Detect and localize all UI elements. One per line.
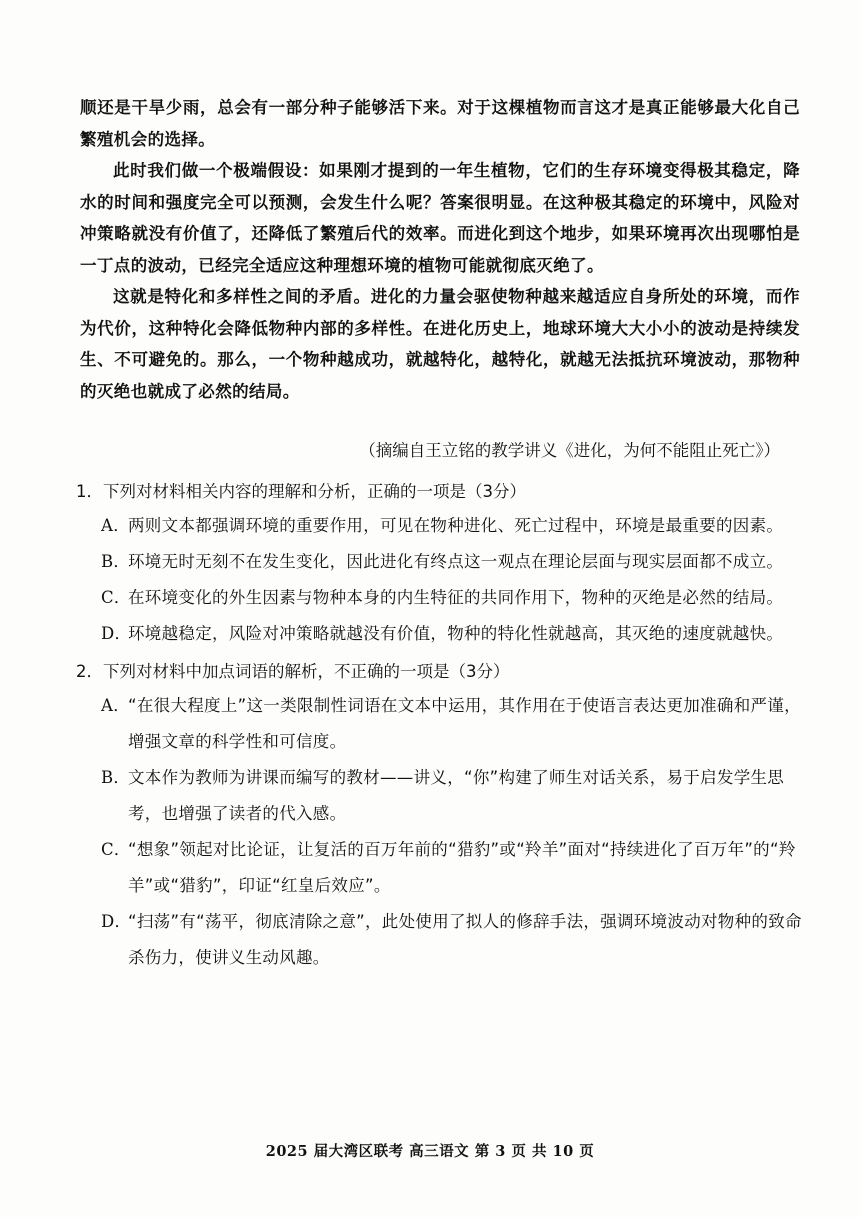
questions-section [76,476,806,976]
option-label: A． [101,696,131,715]
option-b [76,544,806,580]
option-text: 两则文本都强调环境的重要作用，可见在物种进化、死亡过程中，环境是最重要的因素。 [128,516,784,535]
option-label: D． [101,912,132,931]
option-text: 环境无时无刻不在发生变化，因此进化有终点这一观点在理论层面与现实层面都不成立。 [128,552,784,571]
option-label: D． [101,624,132,643]
passage-source: （摘编自王立铭的教学讲义《进化，为何不能阻止死亡》） [359,441,780,460]
question-stem: 1．下列对材料相关内容的理解和分析，正确的一项是（3分） [76,482,526,501]
option-label: A． [101,516,131,535]
option-a [76,688,806,760]
option-c [76,580,806,616]
option-text: “想象”领起对比论证，让复活的百万年前的“猎豹”或“羚羊”面对“持续进化了百万年”的“羚羊”或“猎豹”，印证“红皇后效应”。 [128,840,796,895]
option-label: B． [101,768,131,787]
option-c [76,832,806,904]
passage-paragraph-3: 这就是特化和多样性之间的矛盾。进化的力量会驱使物种越来越适应自身所处的环境，而作为代价，这种特化会降低物种内部的多样性。在进化历史上，地球环境大大小小的波动是持续发生、不可避免的。那么，一个物种越成功，就越特化，越特化，就越无法抵抗环境波动，那物种的灭绝也就成了必然的结局。 [80,287,800,401]
option-label: C． [101,588,131,607]
option-text: 环境越稳定，风险对冲策略就越没有价值，物种的特化性就越高，其灭绝的速度就越快。 [128,624,784,643]
option-text: 在环境变化的外生因素与物种本身的内生特征的共同作用下，物种的灭绝是必然的结局。 [128,588,784,607]
page-footer: 2025 届大湾区联考 高三语文 第 3 页 共 10 页 [265,1143,595,1160]
passage-paragraph-2: 此时我们做一个极端假设：如果刚才提到的一年生植物，它们的生存环境变得极其稳定，降水的时间和强度完全可以预测，会发生什么呢？答案很明显。在这种极其稳定的环境中，风险对冲策略就没有价值了，还降低了繁殖后代的效率。而进化到这个地步，如果环境再次出现哪怕是一丁点的波动，已经完全适应这种理想环境的植物可能就彻底灭绝了。 [80,161,800,275]
option-text: “扫荡”有“荡平，彻底清除之意”，此处使用了拟人的修辞手法，强调环境波动对物种的致命杀伤力，使讲义生动风趣。 [128,912,802,967]
passage-paragraph-1-continued: 顺还是干旱少雨，总会有一部分种子能够活下来。对于这棵植物而言这才是真正能够最大化自己繁殖机会的选择。 [80,98,800,149]
option-label: B． [101,552,131,571]
option-d [76,616,806,652]
option-text: “在很大程度上”这一类限制性词语在文本中运用，其作用在于使语言表达更加准确和严谨，增强文章的科学性和可信度。 [128,696,801,751]
option-d [76,904,806,976]
question-2 [76,656,806,976]
option-a [76,508,806,544]
question-stem: 2．下列对材料中加点词语的解析，不正确的一项是（3分） [76,662,510,681]
option-b [76,760,806,832]
option-label: C． [101,840,131,859]
option-text: 文本作为教师为讲课而编写的教材——讲义，“你”构建了师生对话关系，易于启发学生思考，也增强了读者的代入感。 [128,768,785,823]
reading-passage [80,92,800,407]
question-1 [76,476,806,652]
